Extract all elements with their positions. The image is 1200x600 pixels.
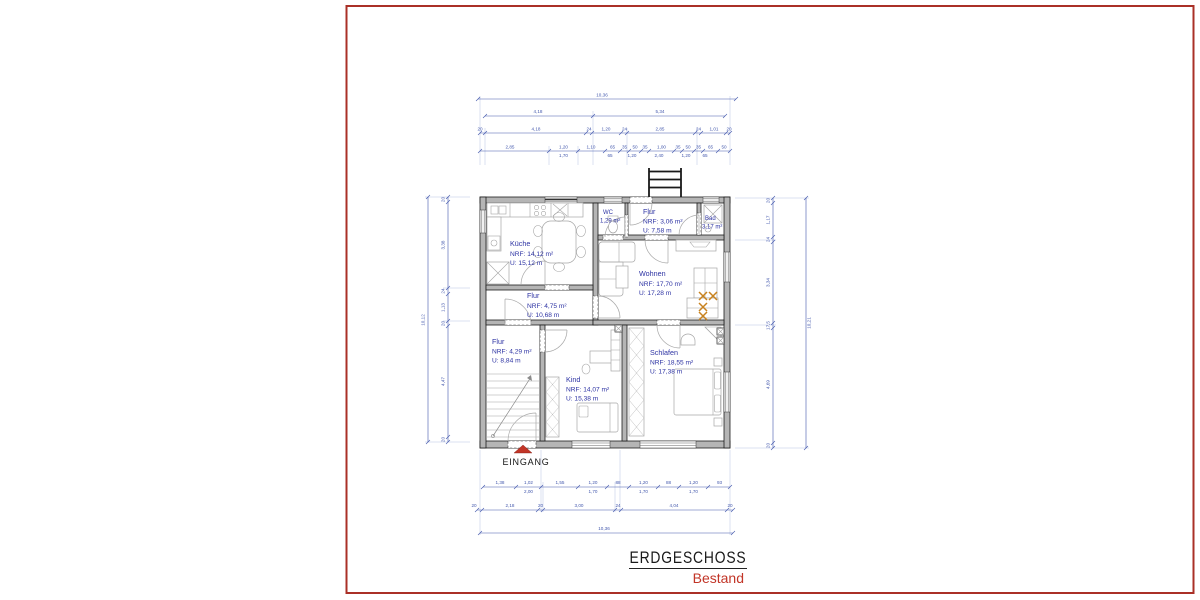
- drawing-title: ERDGESCHOSS: [629, 548, 747, 567]
- window-kind-bottom: [572, 441, 610, 448]
- schlafen-wardrobe: [629, 328, 644, 436]
- dimensions-top: [476, 93, 738, 159]
- room-nrf-wohnen: NRF: 17,70 m²: [639, 281, 683, 288]
- dim-top-r4u-7: 1,00: [657, 144, 666, 150]
- room-nrf-bad: 3,17 m²: [702, 224, 723, 231]
- dim-bot-r2-0: 20: [471, 503, 477, 508]
- dim-top-r4u-1: 1,20: [559, 144, 568, 150]
- dim-bot-r1u-8: 93: [716, 480, 723, 485]
- kitchen-pantry-box: [487, 262, 509, 284]
- dim-bot-r1u-0: 1,38: [495, 480, 505, 485]
- window-wohnen-right: [724, 252, 730, 282]
- kind-bed: [577, 403, 618, 432]
- room-label-wohnen: [639, 269, 683, 297]
- dim-top-r3-5: 2,85: [655, 126, 665, 132]
- dim-left-0: 20: [440, 196, 446, 203]
- dim-bot-r1u-1: 1,02: [524, 480, 533, 485]
- drawing-subtitle: Bestand: [692, 570, 744, 586]
- dim-left-total: 10,12: [420, 314, 426, 326]
- window-wc-top: [604, 197, 622, 203]
- room-label-flur-oben: [643, 207, 683, 235]
- dim-bot-r1u-5: 1,20: [639, 480, 648, 485]
- dim-right-1: 1,17: [765, 215, 771, 225]
- room-name-kind: Kind: [566, 375, 581, 384]
- extension-lines-right: [735, 198, 809, 448]
- room-name-schlafen: Schlafen: [650, 348, 678, 357]
- dim-bot-r2-2: 20: [537, 503, 544, 508]
- sofa: [599, 242, 635, 296]
- entrance-label: EINGANG: [502, 457, 550, 467]
- kind-wardrobe: [546, 377, 559, 437]
- dim-bot-r1u-4: 88: [615, 480, 621, 485]
- room-u-wohnen: U: 17,28 m: [639, 290, 672, 297]
- dim-bot-r1u-6: 88: [665, 480, 672, 485]
- dim-top-r3-1: 4,18: [531, 126, 541, 132]
- dim-bot-r2-3: 3,00: [574, 503, 584, 508]
- dim-bot-r1u-7: 1,20: [689, 480, 698, 485]
- dim-left-1: 3,38: [440, 240, 446, 250]
- dim-top-r4u-3: 65: [609, 144, 616, 150]
- dim-left-2: 24: [440, 288, 446, 294]
- exterior-stair-symbol: [649, 168, 681, 197]
- room-nrf-flur-mitte: NRF: 4,75 m²: [527, 303, 567, 310]
- dim-top-r3-0: 20: [477, 126, 483, 132]
- dim-top-r3-8: 20: [726, 126, 732, 132]
- room-label-flur-unten: [492, 337, 532, 365]
- dim-right-2: 24: [765, 236, 771, 243]
- dim-top-r4u-10: 35: [695, 144, 702, 150]
- window-schlafen-bottom: [640, 441, 696, 448]
- room-name-kueche: Küche: [510, 239, 531, 248]
- shelf-with-marks: [687, 268, 718, 320]
- room-name-flur-mitte: Flur: [527, 291, 540, 300]
- room-u-flur-mitte: U: 10,68 m: [527, 312, 560, 319]
- room-u-kind: U: 15,38 m: [566, 395, 599, 403]
- room-name-bad: Bad: [705, 216, 716, 222]
- room-label-wc: [600, 210, 620, 225]
- dim-top-r4u-8: 35: [675, 144, 681, 150]
- dim-bot-r1l-0: 2,00: [524, 489, 533, 494]
- dim-top-r4u-2: 1,10: [586, 144, 596, 150]
- dim-bot-r1l-2: 1,70: [639, 489, 648, 494]
- room-nrf-kueche: NRF: 14,12 m²: [510, 251, 554, 258]
- staircase: [487, 374, 539, 438]
- dim-top-r4l-2: 1,20: [627, 153, 637, 158]
- dim-bot-r1u-2: 1,55: [555, 480, 565, 485]
- dim-bot-r1l-1: 1,70: [588, 489, 598, 494]
- dim-bottom-total: 10,36: [598, 526, 610, 531]
- dim-right-6: 20: [765, 442, 771, 449]
- dim-top-r3-4: 24: [621, 126, 628, 132]
- dim-top-total: 10,36: [596, 92, 608, 98]
- dim-top-r3-3: 1,20: [601, 126, 611, 132]
- dim-right-4: 17,5: [765, 321, 771, 330]
- tv-board: [676, 240, 716, 251]
- dim-top-r4u-0: 2,85: [505, 144, 515, 150]
- room-u-flur-unten: U: 8,84 m: [492, 357, 521, 365]
- room-name-flur-oben: Flur: [643, 207, 656, 216]
- dim-left-6: 20: [440, 436, 446, 443]
- dim-top-r4u-12: 50: [721, 144, 727, 150]
- dim-bot-r1l-3: 1,70: [689, 489, 698, 494]
- room-label-kind: [566, 375, 610, 403]
- dim-left-5: 4,47: [440, 377, 446, 386]
- window-bad-top: [703, 197, 719, 203]
- extension-lines-left: [425, 197, 470, 442]
- dim-top-r4u-4: 35: [621, 144, 628, 150]
- room-nrf-flur-unten: NRF: 4,29 m²: [492, 348, 532, 356]
- dim-top-r4u-6: 35: [642, 144, 648, 150]
- dim-top-r4l-0: 1,70: [559, 153, 568, 158]
- schlafen-chair-corner: [681, 327, 721, 345]
- dim-top-r4u-5: 50: [632, 144, 638, 150]
- dim-right-3: 3,34: [765, 278, 771, 287]
- dim-top-r4l-5: 65: [702, 153, 708, 158]
- dim-top-r3-2: 24: [586, 126, 592, 132]
- dim-top-r4l-3: 2,40: [654, 153, 664, 158]
- dim-top-r3-7: 1,01: [709, 126, 719, 132]
- room-u-flur-oben: U: 7,58 m: [643, 227, 672, 235]
- dim-top-r4u-11: 65: [707, 144, 714, 150]
- window-kueche-top: [545, 197, 577, 203]
- dim-bot-r2-1: 2,18: [505, 503, 515, 508]
- dim-left-3: 1,13: [440, 303, 446, 312]
- room-nrf-wc: 1,29 m²: [600, 218, 621, 225]
- dimensions-right: [766, 196, 812, 450]
- dim-right-total: 10,21: [806, 317, 812, 329]
- dimensions-bottom: [471, 480, 735, 535]
- dim-right-5: 4,69: [765, 380, 771, 389]
- room-nrf-kind: NRF: 14,07 m²: [566, 386, 610, 394]
- room-name-wohnen: Wohnen: [639, 269, 666, 278]
- dim-bot-r2-4: 24: [615, 503, 621, 508]
- room-nrf-flur-oben: NRF: 3,06 m²: [643, 218, 683, 226]
- dimensions-left: [421, 195, 451, 444]
- dim-top-r4l-4: 1,20: [681, 153, 691, 158]
- dim-top-r3-6: 24: [695, 126, 702, 132]
- room-nrf-schlafen: NRF: 18,55 m²: [650, 359, 694, 367]
- room-name-wc: WC: [603, 210, 613, 216]
- window-schlafen-right: [724, 372, 730, 412]
- dim-bot-r1u-3: 1,20: [588, 480, 598, 485]
- dim-top-r2-1: 5,34: [655, 109, 665, 114]
- dim-bot-r2-5: 4,04: [669, 503, 679, 508]
- dim-top-r4l-1: 65: [607, 153, 613, 158]
- dim-right-0: 20: [765, 197, 771, 204]
- room-name-flur-unten: Flur: [492, 337, 505, 346]
- room-label-flur-mitte: [527, 291, 567, 319]
- room-u-kueche: U: 15,12 m: [510, 260, 543, 267]
- dim-bot-r2-6: 20: [727, 503, 733, 508]
- dim-top-r2-0: 4,18: [533, 109, 543, 114]
- window-kueche-left: [480, 210, 486, 233]
- dim-left-4: 20: [440, 320, 446, 327]
- room-u-schlafen: U: 17,38 m: [650, 368, 683, 376]
- dim-top-r4u-9: 50: [685, 144, 691, 150]
- title-block: [629, 548, 747, 586]
- kind-desk: [582, 330, 620, 374]
